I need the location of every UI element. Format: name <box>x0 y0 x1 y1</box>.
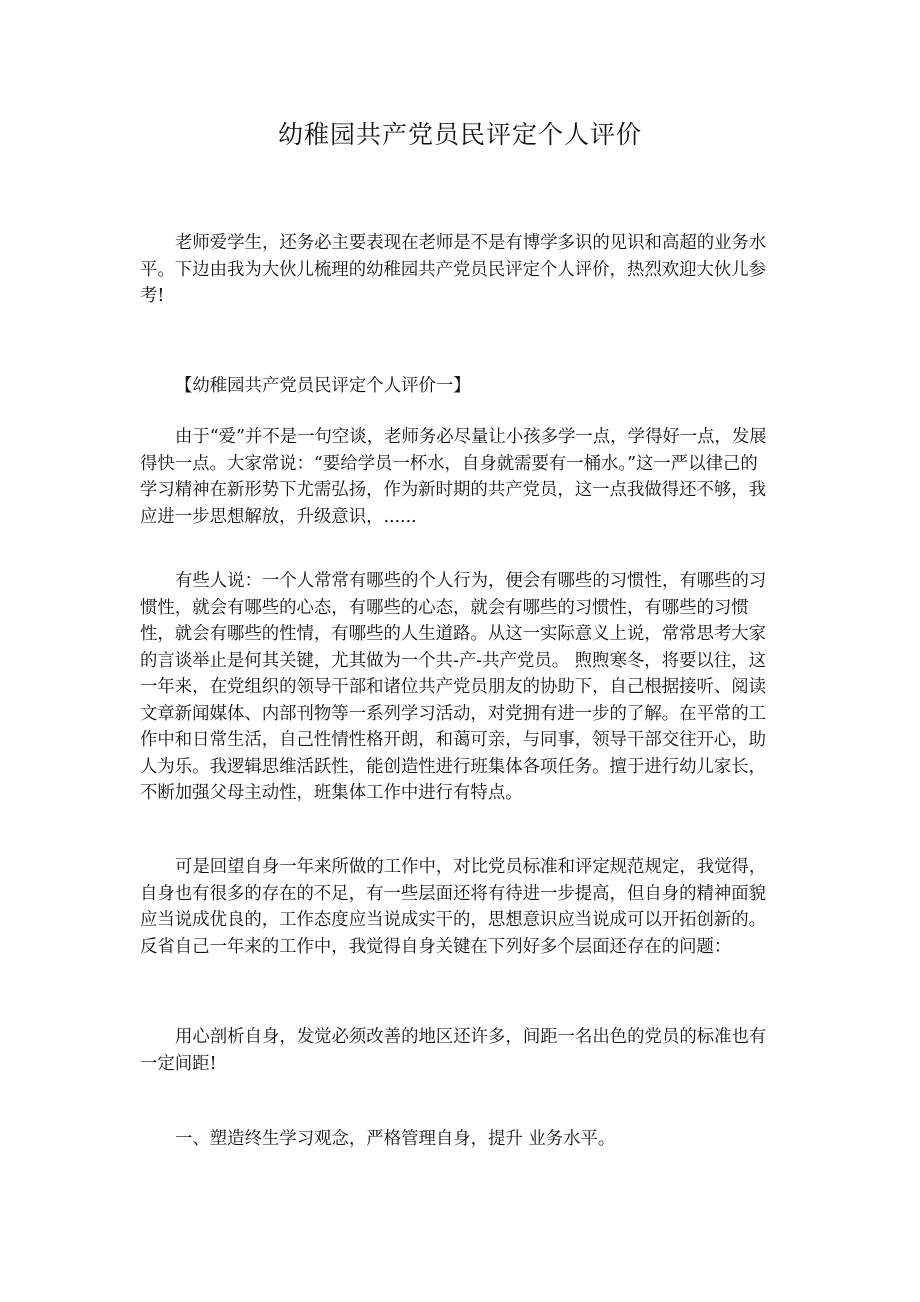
intro-paragraph: 老师爱学生，还务必主要表现在老师是不是有博学多识的见识和高超的业务水平。下边由我为大伙儿梳理的幼稚园共产党员民评定个人评价，热烈欢迎大伙儿参考! <box>140 233 767 306</box>
section-heading: 【幼稚园共产党员民评定个人评价一】 <box>175 376 471 396</box>
body-paragraph-1: 由于“爱”并不是一句空谈，老师务必尽量让小孩多学一点，学得好一点，发展得快一点。大家常说：“要给学员一杯水，自身就需要有一桶水。”这一严以律己的学习精神在新形势下尤需弘扬，作为新时期的共产党员，这一点我做得还不够，我应进一步思想解放，升级意识，...... <box>140 427 767 527</box>
document-title: 幼稚园共产党员民评定个人评价 <box>277 120 642 149</box>
body-paragraph-4: 用心剖析自身，发觉必须改善的地区还许多，间距一名出色的党员的标准也有一定间距! <box>140 1027 767 1074</box>
body-paragraph-3: 可是回望自身一年来所做的工作中，对比党员标准和评定规范规定，我觉得，自身也有很多的存在的不足，有一些层面还将有待进一步提高，但自身的精神面貌应当说成优良的，工作态度应当说成实干的，思想意识应当说成可以开拓创新的。反省自己一年来的工作中，我觉得自身关键在下列好多个层面还存在的问题： <box>140 857 767 957</box>
list-item-one: 一、塑造终生学习观念，严格管理自身，提升 业务水平。 <box>175 1129 616 1149</box>
body-paragraph-2: 有些人说：一个人常常有哪些的个人行为，便会有哪些的习惯性，有哪些的习惯性，就会有哪些的心态，有哪些的心态，就会有哪些的习惯性，有哪些的习惯性，就会有哪些的性情，有哪些的人生道路。从这一实际意义上说，常常思考大家的言谈举止是何其关键，尤其做为一个共-产-共产党员。 煦煦寒冬，将要以往，这一年来，在党组织的领导干部和诸位共产党员朋友的协助下，自己根据接听、阅读文章新闻媒体、内部刊物等一系列学习活动，对党拥有进一步的了解。在平常的工作中和日常生活，自己性情性格开朗，和蔼可亲，与同事，领导干部交往开心，助人为乐。我逻辑思维活跃性，能创造性进行班集体各项任务。擅于进行幼儿家长，不断加强父母主动性，班集体工作中进行有特点。 <box>140 571 767 803</box>
